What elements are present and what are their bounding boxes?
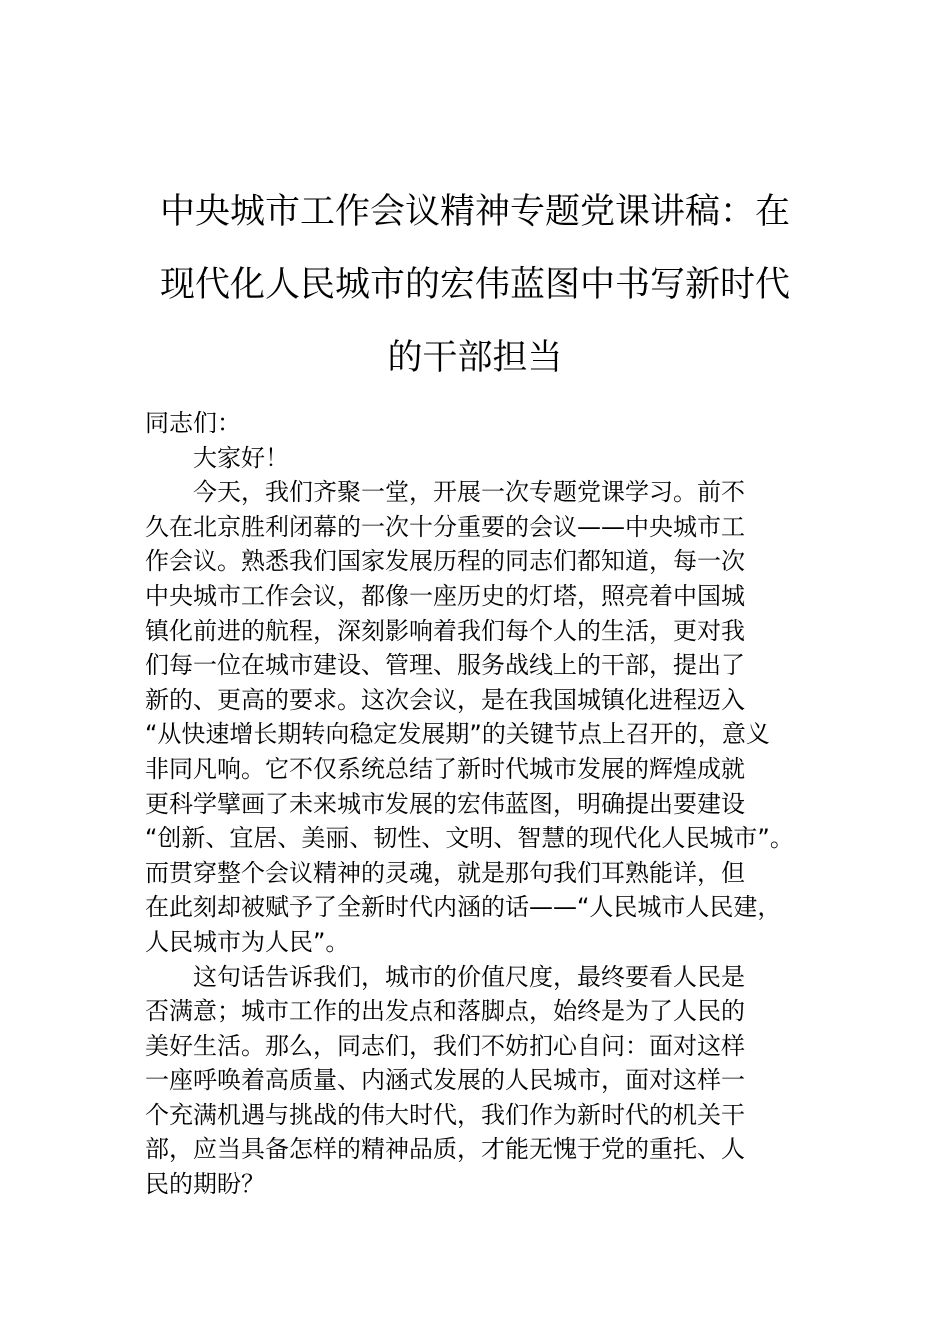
paragraph-line: 部，应当具备怎样的精神品质，才能无愧于党的重托、人 xyxy=(145,1135,745,1164)
paragraph-line: 而贯穿整个会议精神的灵魂，就是那句我们耳熟能详，但 xyxy=(145,858,745,887)
document-title xyxy=(145,176,805,395)
paragraph-2 xyxy=(145,960,835,1202)
paragraph-line: 久在北京胜利闭幕的一次十分重要的会议——中央城市工 xyxy=(145,512,745,541)
paragraph-line: 们每一位在城市建设、管理、服务战线上的干部，提出了 xyxy=(145,651,745,680)
title-line: 中央城市工作会议精神专题党课讲稿：在 xyxy=(159,192,790,232)
document-body xyxy=(145,406,835,1202)
paragraph-line: 非同凡响。它不仅系统总结了新时代城市发展的辉煌成就 xyxy=(145,754,745,783)
paragraph-line: 美好生活。那么，同志们，我们不妨扪心自问：面对这样 xyxy=(145,1031,745,1060)
paragraph-line: 这句话告诉我们，城市的价值尺度，最终要看人民是 xyxy=(193,962,745,991)
paragraph-line: “从快速增长期转向稳定发展期”的关键节点上召开的，意义 xyxy=(145,720,770,749)
salutation xyxy=(145,406,835,441)
paragraph-line: 民的期盼？ xyxy=(145,1170,265,1199)
paragraph-line: 一座呼唤着高质量、内涵式发展的人民城市，面对这样一 xyxy=(145,1066,745,1095)
paragraph-line: 在此刻却被赋予了全新时代内涵的话——“人民城市人民建， xyxy=(145,893,782,922)
paragraph-line: 作会议。熟悉我们国家发展历程的同志们都知道，每一次 xyxy=(145,547,745,576)
paragraph-line: 人民城市为人民”。 xyxy=(145,927,350,956)
paragraph-line: “创新、宜居、美丽、韧性、文明、智慧的现代化人民城市”。 xyxy=(145,824,794,853)
paragraph-line: 中央城市工作会议，都像一座历史的灯塔，照亮着中国城 xyxy=(145,581,745,610)
paragraph-1 xyxy=(145,475,835,959)
title-line: 的干部担当 xyxy=(387,338,563,378)
greeting-text: 大家好！ xyxy=(193,443,289,472)
salutation-text: 同志们： xyxy=(145,409,241,437)
paragraph-line: 镇化前进的航程，深刻影响着我们每个人的生活，更对我 xyxy=(145,616,745,645)
paragraph-line: 否满意；城市工作的出发点和落脚点，始终是为了人民的 xyxy=(145,997,745,1026)
paragraph-line: 个充满机遇与挑战的伟大时代，我们作为新时代的机关干 xyxy=(145,1100,745,1129)
paragraph-line: 今天，我们齐聚一堂，开展一次专题党课学习。前不 xyxy=(193,478,745,507)
greeting xyxy=(145,441,835,476)
paragraph-line: 新的、更高的要求。这次会议，是在我国城镇化进程迈入 xyxy=(145,685,745,714)
paragraph-line: 更科学擘画了未来城市发展的宏伟蓝图，明确提出要建设 xyxy=(145,789,745,818)
title-line: 现代化人民城市的宏伟蓝图中书写新时代 xyxy=(159,265,790,305)
